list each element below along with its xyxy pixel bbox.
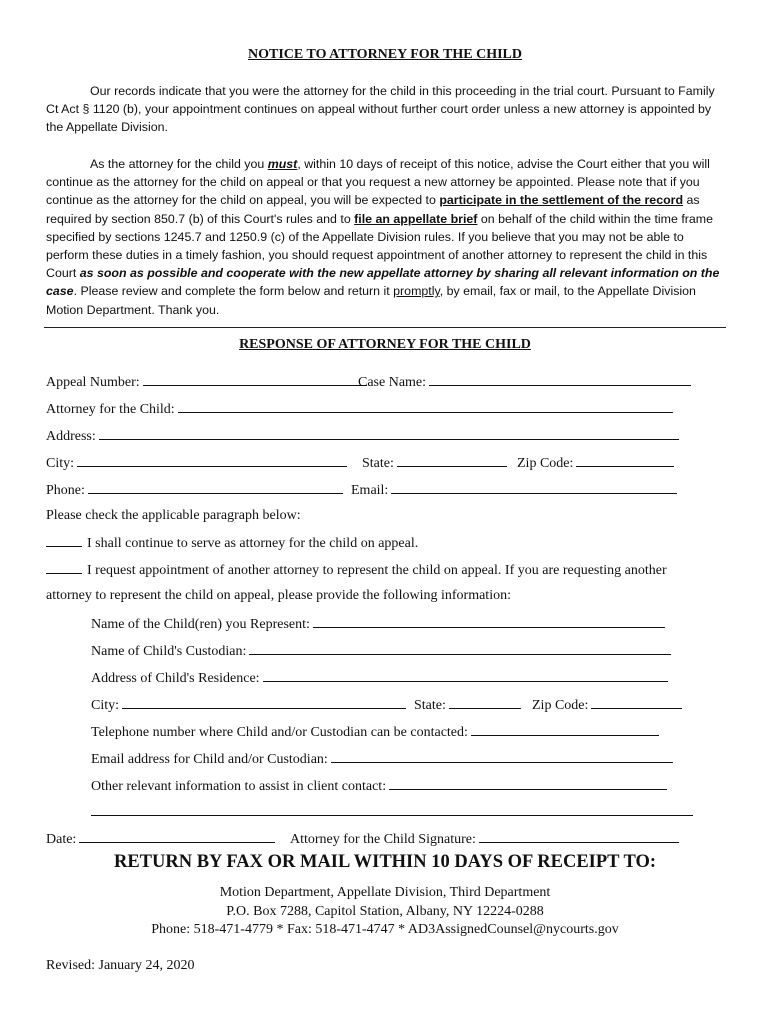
- telephone-row: [91, 721, 659, 741]
- child-state-row: [414, 694, 521, 714]
- option-request-continued: attorney to represent the child on appeal, please provide the following information:: [46, 588, 511, 603]
- state-row: [362, 452, 507, 472]
- notice-paragraph-1-text: Our records indicate that you were the attorney for the child in this proceeding in the trial court. Pursuant to Family Ct Act § 1120 (b), your appointment continues on appeal without further court order unless a new attorney is appointed by the Appellate Division.: [46, 84, 715, 135]
- response-title: RESPONSE OF ATTORNEY FOR THE CHILD: [239, 337, 531, 352]
- email2-label: Email address for Child and/or Custodian:: [91, 752, 328, 767]
- child-city-row: [91, 694, 406, 714]
- custodian-row: [91, 640, 671, 660]
- para2-text: , within 10 days of receipt of this notice, advise the Court either that you will continue as the attorney for the child on appeal or that you request a new attorney be appointed. Please note that if you continue as the attorney for the child on appeal, you will be expected to: [46, 157, 710, 208]
- notice-paragraph-1: [46, 82, 726, 137]
- option-continue-row: [46, 532, 418, 552]
- case-name-field[interactable]: [429, 371, 691, 386]
- email-field[interactable]: [391, 479, 677, 494]
- asap-emphasis: as soon as possible and cooperate with the new appellate attorney by sharing all relevant information on the case: [46, 266, 720, 299]
- child-city-field[interactable]: [122, 694, 406, 709]
- address-field[interactable]: [99, 425, 679, 440]
- appeal-number-field[interactable]: [143, 371, 367, 386]
- child-zip-row: [532, 694, 682, 714]
- attorney-field[interactable]: [178, 398, 673, 413]
- check-prompt: Please check the applicable paragraph below:: [46, 508, 301, 523]
- promptly-emphasis: promptly: [393, 284, 440, 299]
- child-zip-label: Zip Code:: [532, 698, 589, 713]
- case-name-label: Case Name:: [358, 375, 427, 390]
- option-request-label: I request appointment of another attorney to represent the child on appeal. If you are requesting another: [87, 563, 667, 578]
- residence-field[interactable]: [263, 667, 668, 682]
- child-city-label: City:: [91, 698, 120, 713]
- para2-text: . Please review and complete the form below and return it: [73, 284, 394, 299]
- custodian-field[interactable]: [249, 640, 671, 655]
- signature-label: Attorney for the Child Signature:: [290, 832, 476, 847]
- attorney-row: [46, 398, 673, 418]
- para2-text: , by email, fax or mail, to the Appellate Division Motion Department. Thank you.: [46, 284, 696, 317]
- state-field[interactable]: [397, 452, 507, 467]
- custodian-label: Name of Child's Custodian:: [91, 644, 247, 659]
- case-name-row: [358, 371, 691, 391]
- appeal-number-label: Appeal Number:: [46, 375, 140, 390]
- address-label: Address:: [46, 429, 96, 444]
- phone-label: Phone:: [46, 483, 85, 498]
- child-state-label: State:: [414, 698, 446, 713]
- section-divider: [44, 327, 726, 328]
- child-state-field[interactable]: [449, 694, 521, 709]
- email2-field[interactable]: [331, 748, 673, 763]
- signature-row: [290, 828, 679, 848]
- date-field[interactable]: [79, 828, 275, 843]
- option-request-checkbox[interactable]: [46, 559, 82, 574]
- must-emphasis: must: [267, 157, 298, 171]
- date-label: Date:: [46, 832, 77, 847]
- residence-label: Address of Child's Residence:: [91, 671, 260, 686]
- notice-title: NOTICE TO ATTORNEY FOR THE CHILD: [248, 47, 522, 62]
- option-continue-label: I shall continue to serve as attorney for the child on appeal.: [87, 536, 419, 551]
- zip-row: [517, 452, 674, 472]
- child-names-row: [91, 613, 665, 633]
- zip-field[interactable]: [576, 452, 674, 467]
- other-info-field[interactable]: [389, 775, 667, 790]
- email2-row: [91, 748, 673, 768]
- email-row: [351, 479, 677, 499]
- return-address-line-1: Motion Department, Appellate Division, Third Department: [219, 885, 551, 900]
- option-continue-checkbox[interactable]: [46, 532, 82, 547]
- participate-emphasis: participate in the settlement of the record: [439, 193, 684, 208]
- attorney-label: Attorney for the Child:: [46, 402, 175, 417]
- appeal-number-row: [46, 371, 367, 391]
- telephone-label: Telephone number where Child and/or Custodian can be contacted:: [91, 725, 468, 740]
- other-info-continued-row: [91, 801, 693, 821]
- phone-row: [46, 479, 343, 499]
- email-label: Email:: [351, 483, 389, 498]
- state-label: State:: [362, 456, 394, 471]
- city-row: [46, 452, 347, 472]
- address-row: [46, 425, 679, 445]
- city-field[interactable]: [77, 452, 347, 467]
- phone-field[interactable]: [88, 479, 343, 494]
- para2-text: on behalf of the child within the time frame specified by sections 1245.7 and 1250.9 (c) of the Appellate Division rules. If you believe that you may not be able to perform these duties in a timely fashion, you should request appointment of another attorney to represent the child in this Court: [46, 211, 713, 281]
- child-names-label: Name of the Child(ren) you Represent:: [91, 617, 310, 632]
- city-label: City:: [46, 456, 75, 471]
- telephone-field[interactable]: [471, 721, 659, 736]
- residence-row: [91, 667, 668, 687]
- child-names-field[interactable]: [313, 613, 665, 628]
- signature-field[interactable]: [479, 828, 679, 843]
- zip-label: Zip Code:: [517, 456, 574, 471]
- para2-text: as required by section 850.7 (b) of this Court's rules and to: [46, 193, 700, 226]
- brief-emphasis: file an appellate brief: [354, 211, 478, 226]
- option-request-row: [46, 559, 667, 579]
- notice-paragraph-2: [46, 155, 726, 319]
- return-heading: RETURN BY FAX OR MAIL WITHIN 10 DAYS OF RECEIPT TO:: [113, 852, 657, 872]
- return-address-line-2: P.O. Box 7288, Capitol Station, Albany, NY 12224-0288: [226, 904, 544, 919]
- other-info-row: [91, 775, 667, 795]
- date-row: [46, 828, 275, 848]
- return-contact-line: Phone: 518-471-4779 * Fax: 518-471-4747 * AD3AssignedCounsel@nycourts.gov: [151, 922, 619, 937]
- other-info-field-2[interactable]: [91, 801, 693, 816]
- revised-date: Revised: January 24, 2020: [46, 958, 195, 973]
- para2-text: As the attorney for the child you: [90, 157, 268, 171]
- child-zip-field[interactable]: [591, 694, 682, 709]
- other-info-label: Other relevant information to assist in client contact:: [91, 779, 387, 794]
